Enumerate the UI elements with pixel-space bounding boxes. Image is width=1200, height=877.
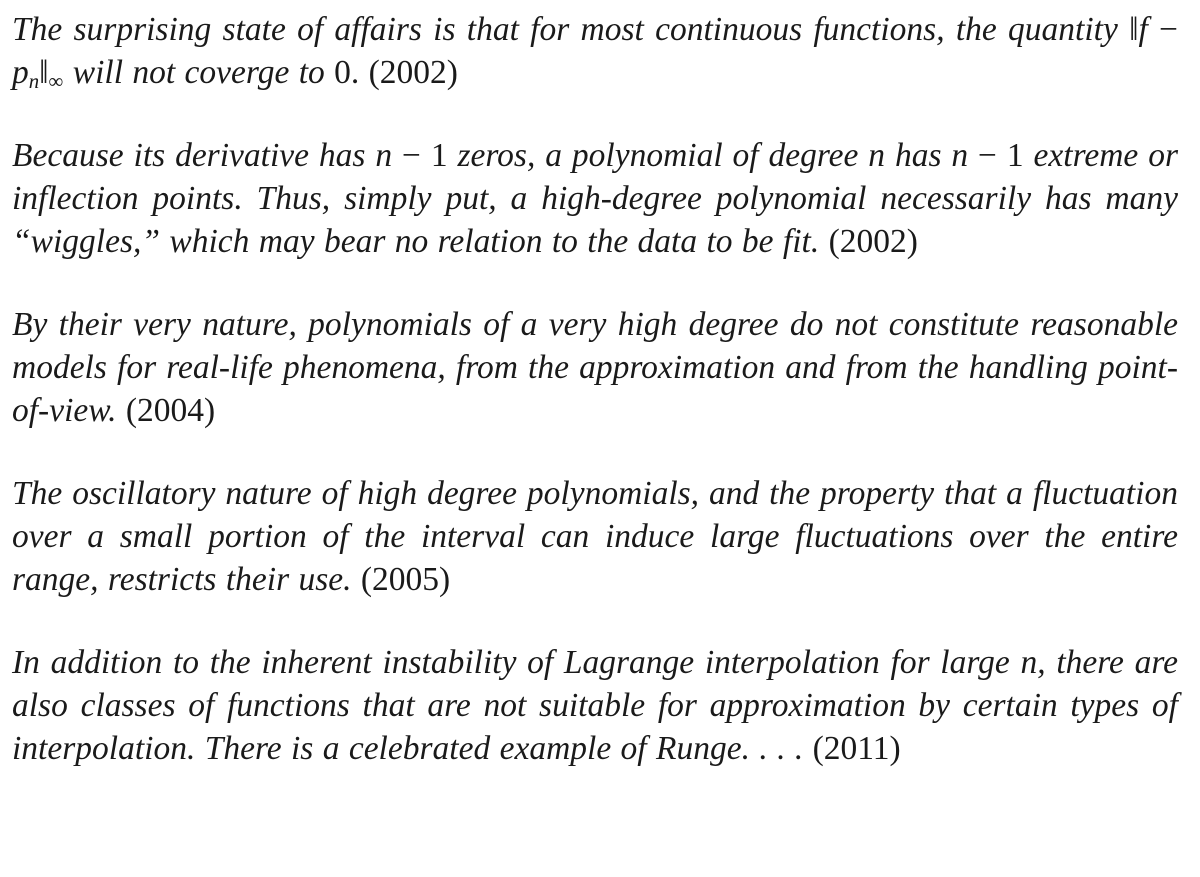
quote-2-part-2: zeros, a polynomial of degree [457, 137, 859, 174]
quote-5-year: (2011) [812, 730, 901, 767]
quote-1-text-before: The surprising state of affairs is that for most continuous functions, the quantity [12, 11, 1118, 48]
math-zero: 0. [334, 54, 360, 91]
math-minus: − [1147, 11, 1179, 48]
math-n-1: n [375, 137, 393, 174]
quote-4 [12, 472, 1178, 601]
quote-5-text-before: In addition to the inherent instability of Lagrange interpolation for large [12, 644, 1010, 681]
math-sub-n: n [28, 70, 40, 94]
math-sub-inf: ∞ [48, 70, 64, 94]
quote-4-year: (2005) [360, 561, 451, 598]
quote-1-year: (2002) [368, 54, 458, 91]
quote-1-text-after: will not coverge to [72, 54, 325, 91]
quote-3-year: (2004) [125, 392, 216, 429]
quote-2-part-1: Because its derivative has [12, 137, 366, 174]
norm-close: ‖ [39, 54, 49, 91]
math-n-2: n [868, 137, 886, 174]
quote-5-text-after: there are also classes of functions that are not suitable for approximation by certain types of interpolation. There is a celebrated example of Runge. . . . [12, 644, 1179, 767]
quote-2-year: (2002) [828, 223, 918, 260]
math-minus-2: − [968, 137, 997, 174]
math-minus-1: − [392, 137, 431, 174]
quote-4-text: The oscillatory nature of high degree polynomials, and the property that a fluctuation over a small portion of the interval can induce large fluctuations over the entire range, restricts their use. [12, 475, 1178, 598]
quote-5 [12, 641, 1178, 770]
quotes-page [12, 8, 1178, 810]
quote-3 [12, 303, 1178, 432]
math-p: p [12, 54, 29, 91]
math-n-3: n [951, 137, 969, 174]
math-f: f [1138, 11, 1148, 48]
math-n-large: n, [1020, 644, 1046, 681]
quote-3-text: By their very nature, polynomials of a very high degree do not constitute reasonable models for real-life phenomena, from the approximation and from the handling point-of-view. [12, 306, 1178, 429]
quote-2-part-4: extreme or inflection points. Thus, simply put, a high-degree polynomial necessarily has many “wiggles,” which may bear no relation to the data to be fit. [12, 137, 1178, 260]
quote-2-part-3: has [894, 137, 942, 174]
math-one-1: 1 [430, 137, 448, 174]
quote-2 [12, 134, 1178, 263]
quote-1 [12, 8, 1178, 94]
norm-open: ‖ [1129, 11, 1139, 48]
math-one-2: 1 [1006, 137, 1024, 174]
